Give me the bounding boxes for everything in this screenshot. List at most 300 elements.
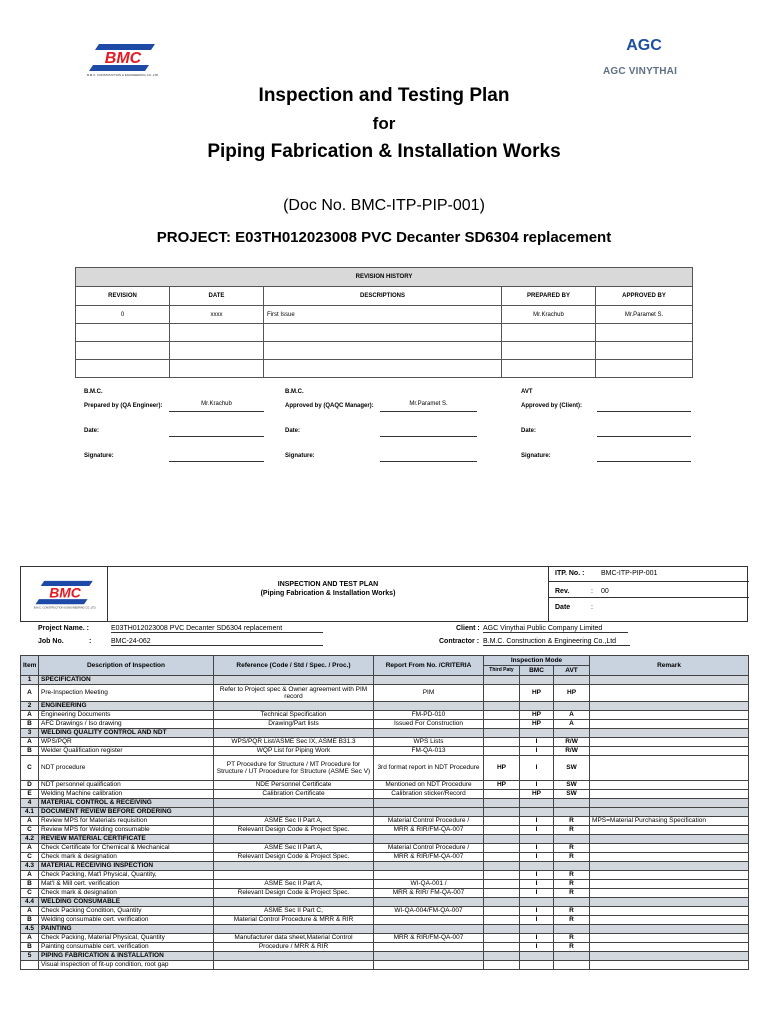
revision-cell	[596, 342, 693, 360]
itp-row	[21, 934, 749, 943]
itp-empty-cell	[554, 702, 590, 711]
job-no-value: BMC-24-062	[111, 638, 323, 646]
date-label: Date	[555, 604, 571, 611]
revision-cell	[76, 360, 170, 378]
itp-third-party	[484, 853, 520, 862]
itp-third-party: HP	[484, 756, 520, 781]
rev-label: Rev.	[555, 588, 570, 595]
revision-cell	[76, 342, 170, 360]
itp-reference: Relevant Design Code & Project Spec.	[214, 889, 374, 898]
itp-section-row	[21, 799, 749, 808]
itp-avt: R	[554, 844, 590, 853]
itp-avt: R	[554, 943, 590, 952]
sig2-name: Mr.Paramet S.	[380, 401, 477, 412]
itp-row	[21, 817, 749, 826]
itp-section-row	[21, 952, 749, 961]
rev-colon: :	[591, 588, 593, 595]
itp-remark	[590, 907, 749, 916]
itp-third-party	[484, 826, 520, 835]
itp-bmc: I	[520, 747, 554, 756]
project-title: PROJECT: E03TH012023008 PVC Decanter SD6304 replacement	[156, 229, 612, 246]
itp-reference: WPS/PQR List/ASME Sec IX, ASME B31.3	[214, 738, 374, 747]
revision-cell: Mr.Krachub	[502, 306, 596, 324]
itp-avt: R	[554, 817, 590, 826]
col-bmc: BMC	[520, 666, 554, 676]
revision-cell: xxxx	[170, 306, 264, 324]
itp-section-title: WELDING QUALITY CONTROL AND NDT	[39, 729, 214, 738]
itp-avt: R	[554, 853, 590, 862]
col-reference: Reference (Code / Std / Spec. / Proc.)	[214, 656, 374, 676]
itp-avt	[554, 961, 590, 970]
itp-empty-cell	[484, 835, 520, 844]
itp-title	[108, 580, 548, 598]
itp-remark	[590, 720, 749, 729]
itp-avt: R	[554, 871, 590, 880]
itp-section-title: WELDING CONSUMABLE	[39, 898, 214, 907]
itp-row	[21, 871, 749, 880]
itp-section-title: SPECIFICATION	[39, 676, 214, 685]
itp-empty-cell	[374, 799, 484, 808]
itp-empty-cell	[214, 702, 374, 711]
itp-remark	[590, 685, 749, 702]
itp-report	[374, 943, 484, 952]
revision-cell	[596, 324, 693, 342]
itp-third-party	[484, 720, 520, 729]
itp-avt: R/W	[554, 747, 590, 756]
itp-avt: HP	[554, 685, 590, 702]
itp-third-party	[484, 790, 520, 799]
itp-section-title: DOCUMENT REVIEW BEFORE ORDERING	[39, 808, 214, 817]
itp-item: 4	[21, 799, 39, 808]
itp-description: Welding Machine calibration	[39, 790, 214, 799]
itp-empty-cell	[214, 898, 374, 907]
itp-empty-cell	[214, 952, 374, 961]
itp-empty-cell	[590, 808, 749, 817]
itp-empty-cell	[554, 898, 590, 907]
revision-cell	[264, 324, 502, 342]
client-value: AGC Vinythai Public Company Limited	[483, 625, 628, 633]
itp-third-party	[484, 871, 520, 880]
itp-empty-cell	[374, 676, 484, 685]
itp-title-line2: (Piping Fabrication & Installation Works)	[260, 590, 396, 597]
itp-item: B	[21, 880, 39, 889]
revision-cell	[264, 360, 502, 378]
itp-section-title: REVIEW MATERIAL CERTIFICATE	[39, 835, 214, 844]
bmc-logo	[85, 38, 161, 78]
itp-empty-cell	[484, 898, 520, 907]
itp-item: A	[21, 844, 39, 853]
itp-section-title: PAINTING	[39, 925, 214, 934]
itp-item: 5	[21, 952, 39, 961]
itp-row	[21, 756, 749, 781]
rev-col-approved: APPROVED BY	[596, 287, 693, 306]
itp-description: Painting consumable cert. verification	[39, 943, 214, 952]
itp-remark	[590, 790, 749, 799]
itp-item: A	[21, 685, 39, 702]
itp-reference: Material Control Procedure & MRR & RIR	[214, 916, 374, 925]
itp-remark	[590, 711, 749, 720]
rev-col-revision: REVISION	[76, 287, 170, 306]
itp-bmc: I	[520, 880, 554, 889]
revision-cell: 0	[76, 306, 170, 324]
itp-no-value: BMC-ITP-PIP-001	[601, 570, 658, 577]
itp-item: A	[21, 871, 39, 880]
itp-description: Check Packing, Material Physical, Quantity	[39, 934, 214, 943]
itp-report: Mentioned on NDT Procedure	[374, 781, 484, 790]
itp-empty-cell	[374, 702, 484, 711]
itp-report: MRR & RIR/ FM-QA-007	[374, 889, 484, 898]
revision-row	[76, 360, 693, 378]
itp-empty-cell	[214, 835, 374, 844]
itp-empty-cell	[484, 799, 520, 808]
itp-report: WI-QA-001 /	[374, 880, 484, 889]
itp-bmc: I	[520, 934, 554, 943]
itp-section-row	[21, 808, 749, 817]
itp-avt: R	[554, 880, 590, 889]
itp-row	[21, 781, 749, 790]
revision-cell: Mr.Paramet S.	[596, 306, 693, 324]
itp-report: Calibration sticker/Record	[374, 790, 484, 799]
itp-empty-cell	[374, 835, 484, 844]
itp-empty-cell	[374, 862, 484, 871]
itp-description: WPS/PQR	[39, 738, 214, 747]
itp-reference: Procedure / MRR & RIR	[214, 943, 374, 952]
itp-description: Check mark & designation	[39, 889, 214, 898]
itp-report: FM-PD-010	[374, 711, 484, 720]
itp-row	[21, 738, 749, 747]
itp-empty-cell	[374, 898, 484, 907]
itp-empty-cell	[484, 952, 520, 961]
itp-section-row	[21, 898, 749, 907]
cover-title-line3: Piping Fabrication & Installation Works	[207, 141, 561, 162]
itp-bmc: HP	[520, 685, 554, 702]
project-name-value: E03TH012023008 PVC Decanter SD6304 replacement	[111, 625, 323, 633]
revision-row	[76, 306, 693, 324]
itp-row	[21, 747, 749, 756]
agc-logo-subtitle: AGC VINYTHAI	[603, 66, 678, 77]
itp-empty-cell	[520, 952, 554, 961]
sig1-date-label: Date:	[84, 428, 100, 434]
revision-history-table	[75, 267, 693, 378]
itp-description: Review MPS for Welding consumable	[39, 826, 214, 835]
itp-item: E	[21, 790, 39, 799]
itp-reference: Relevant Design Code & Project Spec.	[214, 826, 374, 835]
itp-reference: Manufacturer data sheet,Material Control	[214, 934, 374, 943]
itp-reference: PT Procedure for Structure / MT Procedure for Structure / UT Procedure for Structure (ASME Sec V)	[214, 756, 374, 781]
itp-empty-cell	[484, 729, 520, 738]
date-colon: :	[591, 604, 593, 611]
col-avt: AVT	[554, 666, 590, 676]
itp-remark	[590, 738, 749, 747]
sig2-date-label: Date:	[285, 428, 301, 434]
itp-empty-cell	[214, 729, 374, 738]
itp-description: AFC Drawings / Iso drawing	[39, 720, 214, 729]
sig1-role: Prepared by (QA Engineer):	[84, 403, 163, 409]
itp-report: WPS Lists	[374, 738, 484, 747]
itp-title-line1: INSPECTION AND TEST PLAN	[277, 581, 379, 588]
rev-col-descriptions: DESCRIPTIONS	[264, 287, 502, 306]
itp-description: NDT personnel qualification	[39, 781, 214, 790]
itp-item: C	[21, 889, 39, 898]
itp-empty-cell	[590, 676, 749, 685]
itp-reference: Refer to Project spec & Owner agreement with PIM record	[214, 685, 374, 702]
revision-row	[76, 342, 693, 360]
itp-bmc: I	[520, 844, 554, 853]
itp-bmc: I	[520, 738, 554, 747]
itp-meta	[548, 566, 748, 622]
itp-empty-cell	[590, 702, 749, 711]
itp-bmc: I	[520, 907, 554, 916]
sig2-signature-line	[380, 451, 477, 462]
itp-bmc: HP	[520, 790, 554, 799]
itp-section-title: MATERIAL RECEIVING INSPECTION	[39, 862, 214, 871]
itp-avt: R	[554, 907, 590, 916]
itp-empty-cell	[374, 808, 484, 817]
revision-cell	[170, 342, 264, 360]
itp-empty-cell	[520, 925, 554, 934]
revision-cell: First Issue	[264, 306, 502, 324]
itp-empty-cell	[214, 808, 374, 817]
itp-remark	[590, 943, 749, 952]
itp-empty-cell	[520, 729, 554, 738]
itp-third-party: HP	[484, 781, 520, 790]
itp-item	[21, 961, 39, 970]
itp-third-party	[484, 880, 520, 889]
itp-empty-cell	[484, 925, 520, 934]
itp-empty-cell	[484, 676, 520, 685]
itp-item: B	[21, 720, 39, 729]
itp-remark	[590, 871, 749, 880]
revision-cell	[596, 360, 693, 378]
svg-text:BMC: BMC	[104, 50, 142, 67]
itp-empty-cell	[214, 862, 374, 871]
col-report: Report From No. /CRITERIA	[374, 656, 484, 676]
itp-row	[21, 853, 749, 862]
itp-avt: SW	[554, 790, 590, 799]
itp-remark	[590, 880, 749, 889]
itp-row	[21, 711, 749, 720]
itp-empty-cell	[554, 729, 590, 738]
col-description: Description of Inspection	[39, 656, 214, 676]
itp-row	[21, 943, 749, 952]
itp-report	[374, 871, 484, 880]
itp-reference	[214, 961, 374, 970]
sig3-name	[597, 401, 691, 412]
itp-empty-cell	[590, 898, 749, 907]
sig1-org: B.M.C.	[84, 389, 103, 395]
itp-remark	[590, 853, 749, 862]
itp-report: Issued For Construction	[374, 720, 484, 729]
itp-third-party	[484, 747, 520, 756]
itp-empty-cell	[484, 702, 520, 711]
sig1-signature-line	[169, 451, 264, 462]
itp-row	[21, 685, 749, 702]
itp-item: C	[21, 826, 39, 835]
itp-avt: R	[554, 826, 590, 835]
itp-remark	[590, 844, 749, 853]
itp-reference: ASME Sec II Part A,	[214, 817, 374, 826]
itp-third-party	[484, 934, 520, 943]
itp-remark	[590, 889, 749, 898]
itp-report: FM-QA-013	[374, 747, 484, 756]
itp-row	[21, 826, 749, 835]
itp-empty-cell	[590, 925, 749, 934]
itp-bmc: I	[520, 817, 554, 826]
sig3-signature-line	[597, 451, 691, 462]
itp-section-title: MATERIAL CONTROL & RECEIVING	[39, 799, 214, 808]
job-no-label: Job No.	[38, 638, 64, 645]
itp-third-party	[484, 685, 520, 702]
itp-item: B	[21, 916, 39, 925]
itp-section-row	[21, 702, 749, 711]
itp-empty-cell	[214, 799, 374, 808]
itp-description: Pre-Inspection Meeting	[39, 685, 214, 702]
itp-empty-cell	[554, 952, 590, 961]
revision-cell	[502, 360, 596, 378]
itp-item: 4.3	[21, 862, 39, 871]
itp-row	[21, 889, 749, 898]
itp-reference: Drawing/Part lists	[214, 720, 374, 729]
revision-cell	[170, 360, 264, 378]
col-inspection-mode: Inspection Mode	[484, 656, 590, 666]
itp-empty-cell	[554, 799, 590, 808]
itp-remark	[590, 756, 749, 781]
itp-bmc: HP	[520, 711, 554, 720]
itp-third-party	[484, 738, 520, 747]
itp-reference: WQP List for Piping Work	[214, 747, 374, 756]
col-third-party: Third Paty	[484, 666, 520, 676]
itp-section-row	[21, 862, 749, 871]
contractor-value: B.M.C. Construction & Engineering Co.,Ltd	[483, 638, 630, 646]
itp-bmc	[520, 961, 554, 970]
agc-logo-title: AGC	[626, 37, 662, 54]
itp-description: Check Certificate for Chemical & Mechanical	[39, 844, 214, 853]
itp-row	[21, 961, 749, 970]
meta-divider-2	[549, 581, 749, 582]
sig3-date-line	[597, 426, 691, 437]
col-item: Item	[21, 656, 39, 676]
itp-item: 4.4	[21, 898, 39, 907]
itp-third-party	[484, 711, 520, 720]
itp-avt: R	[554, 934, 590, 943]
itp-avt: R/W	[554, 738, 590, 747]
itp-avt: SW	[554, 756, 590, 781]
itp-empty-cell	[520, 898, 554, 907]
sig1-signature-label: Signature:	[84, 453, 114, 459]
itp-item: A	[21, 711, 39, 720]
itp-report: Material Control Procedure /	[374, 817, 484, 826]
itp-remark	[590, 916, 749, 925]
itp-reference: NDE Personnel Certificate	[214, 781, 374, 790]
itp-empty-cell	[520, 808, 554, 817]
itp-item: A	[21, 907, 39, 916]
itp-bmc: I	[520, 756, 554, 781]
itp-row	[21, 720, 749, 729]
revision-cell	[264, 342, 502, 360]
contractor-label: Contractor :	[439, 638, 480, 645]
rev-col-prepared: PREPARED BY	[502, 287, 596, 306]
itp-empty-cell	[520, 799, 554, 808]
itp-empty-cell	[554, 808, 590, 817]
sig1-date-line	[169, 426, 264, 437]
itp-empty-cell	[554, 862, 590, 871]
itp-section-title: ENGINEERING	[39, 702, 214, 711]
svg-text:BMC: BMC	[49, 584, 81, 601]
itp-section-row	[21, 729, 749, 738]
itp-reference: ASME Sec II Part C,	[214, 907, 374, 916]
itp-empty-cell	[214, 925, 374, 934]
svg-text:B.M.C. CONSTRUCTION & ENGINEER: B.M.C. CONSTRUCTION & ENGINEERING CO.,LTD.	[33, 606, 97, 610]
itp-empty-cell	[374, 729, 484, 738]
itp-description: Welder Qualification register	[39, 747, 214, 756]
sig3-date-label: Date:	[521, 428, 537, 434]
itp-empty-cell	[520, 862, 554, 871]
itp-empty-cell	[590, 729, 749, 738]
itp-item: 2	[21, 702, 39, 711]
svg-text:B.M.C. CONSTRUCTION & ENGINEER: B.M.C. CONSTRUCTION & ENGINEERING CO.,LTD.	[86, 73, 160, 77]
itp-item: 4.2	[21, 835, 39, 844]
revision-cell	[170, 324, 264, 342]
itp-no-label: ITP. No. :	[555, 570, 585, 577]
itp-remark: MPS=Material Purchasing Specification	[590, 817, 749, 826]
itp-third-party	[484, 889, 520, 898]
sig2-signature-label: Signature:	[285, 453, 315, 459]
doc-number: (Doc No. BMC-ITP-PIP-001)	[283, 197, 485, 214]
itp-description: Mat'l & Mill cert. verification	[39, 880, 214, 889]
itp-report: Material Control Procedure /	[374, 844, 484, 853]
itp-bmc: I	[520, 916, 554, 925]
itp-empty-cell	[590, 799, 749, 808]
itp-empty-cell	[520, 702, 554, 711]
sig2-org: B.M.C.	[285, 389, 304, 395]
project-name-label: Project Name. :	[38, 625, 89, 632]
itp-row	[21, 916, 749, 925]
rev-value: 00	[601, 588, 609, 595]
itp-reference: Technical Specification	[214, 711, 374, 720]
itp-item: A	[21, 738, 39, 747]
itp-avt: A	[554, 711, 590, 720]
revision-cell	[502, 342, 596, 360]
sig3-org: AVT	[521, 389, 533, 395]
itp-remark	[590, 747, 749, 756]
itp-report: MRR & RIR/FM-QA-007	[374, 934, 484, 943]
itp-third-party	[484, 817, 520, 826]
itp-bmc: I	[520, 781, 554, 790]
itp-description: Check mark & designation	[39, 853, 214, 862]
itp-row	[21, 907, 749, 916]
itp-empty-cell	[554, 676, 590, 685]
itp-empty-cell	[374, 925, 484, 934]
itp-item: 4.1	[21, 808, 39, 817]
client-label: Client :	[456, 625, 480, 632]
itp-report	[374, 916, 484, 925]
itp-report: MRR & RIR/FM-QA-007	[374, 826, 484, 835]
itp-bmc: I	[520, 871, 554, 880]
itp-item: D	[21, 781, 39, 790]
col-remark: Remark	[590, 656, 749, 676]
itp-table	[20, 655, 749, 970]
itp-row	[21, 844, 749, 853]
itp-bmc: I	[520, 889, 554, 898]
itp-report: WI-QA-004/FM-QA-007	[374, 907, 484, 916]
itp-section-row	[21, 925, 749, 934]
itp-item: C	[21, 853, 39, 862]
itp-third-party	[484, 916, 520, 925]
itp-avt: R	[554, 916, 590, 925]
itp-empty-cell	[590, 862, 749, 871]
sig1-name: Mr.Krachub	[169, 401, 264, 412]
itp-report	[374, 961, 484, 970]
